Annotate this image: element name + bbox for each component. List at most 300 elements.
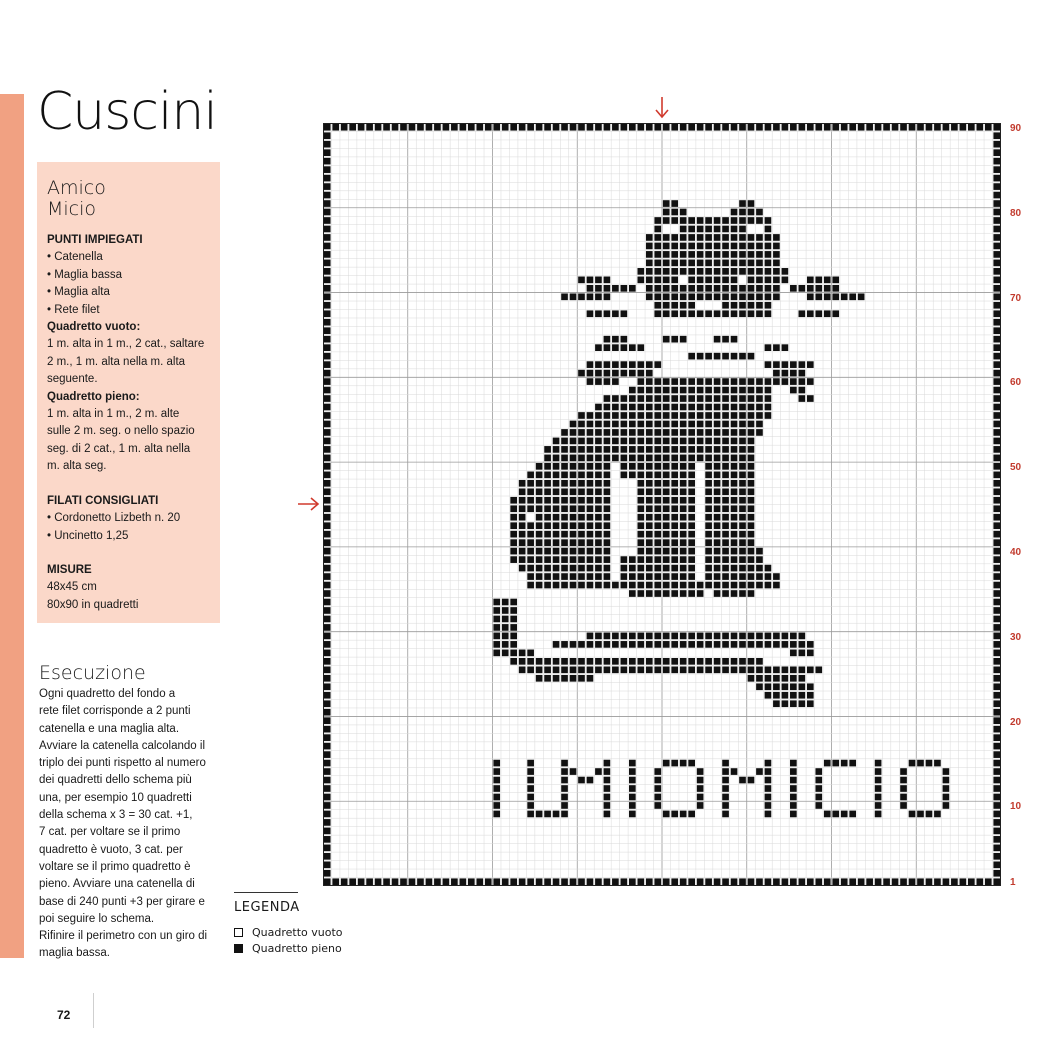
filled-square — [993, 387, 1000, 394]
filled-square — [621, 370, 628, 377]
filled-square — [993, 446, 1000, 453]
filled-square — [646, 582, 653, 589]
filled-square — [324, 226, 331, 233]
filled-square — [595, 361, 602, 368]
filled-square — [705, 234, 712, 241]
filled-square — [841, 760, 848, 767]
filled-square — [324, 861, 331, 868]
filled-square — [688, 590, 695, 597]
filled-square — [917, 760, 924, 767]
filled-square — [324, 683, 331, 690]
filled-square — [765, 802, 772, 809]
filled-square — [832, 310, 839, 317]
filled-square — [510, 616, 517, 623]
filled-square — [680, 666, 687, 673]
filled-square — [604, 336, 611, 343]
filled-square — [993, 819, 1000, 826]
filled-square — [680, 404, 687, 411]
filled-square — [722, 777, 729, 784]
filled-square — [544, 539, 551, 546]
filled-square — [604, 497, 611, 504]
filled-square — [824, 124, 831, 131]
filled-square — [493, 811, 500, 818]
filled-square — [595, 277, 602, 284]
filled-square — [654, 539, 661, 546]
filled-square — [604, 429, 611, 436]
filled-square — [612, 455, 619, 462]
filled-square — [722, 505, 729, 512]
filled-square — [680, 480, 687, 487]
filled-square — [680, 455, 687, 462]
filled-square — [570, 573, 577, 580]
filled-square — [993, 421, 1000, 428]
filled-square — [680, 260, 687, 267]
filled-square — [680, 514, 687, 521]
filled-square — [943, 124, 950, 131]
filled-square — [671, 438, 678, 445]
filled-square — [671, 302, 678, 309]
filled-square — [731, 412, 738, 419]
filled-square — [705, 124, 712, 131]
filled-square — [688, 633, 695, 640]
filled-square — [697, 285, 704, 292]
filled-square — [629, 811, 636, 818]
filled-square — [544, 531, 551, 538]
filled-square — [654, 590, 661, 597]
filled-square — [544, 811, 551, 818]
filled-square — [324, 785, 331, 792]
filled-square — [722, 463, 729, 470]
filled-square — [519, 666, 526, 673]
row-number-label: 70 — [1010, 293, 1022, 304]
filled-square — [714, 658, 721, 665]
filled-square — [739, 505, 746, 512]
filled-square — [637, 514, 644, 521]
filled-square — [748, 353, 755, 360]
filled-square — [688, 446, 695, 453]
filled-square — [705, 556, 712, 563]
filled-square — [493, 641, 500, 648]
filled-square — [324, 446, 331, 453]
size-heading: MISURE — [47, 563, 92, 576]
row-number-label: 30 — [1010, 632, 1022, 643]
filled-square — [587, 277, 594, 284]
filled-square — [561, 429, 568, 436]
filled-square — [790, 878, 797, 885]
filled-square — [688, 310, 695, 317]
filled-square — [570, 675, 577, 682]
filled-square — [993, 522, 1000, 529]
filled-square — [637, 497, 644, 504]
filled-square — [688, 522, 695, 529]
filled-square — [722, 471, 729, 478]
filled-square — [578, 293, 585, 300]
filled-square — [748, 260, 755, 267]
filled-square — [765, 785, 772, 792]
filled-square — [502, 641, 509, 648]
filled-square — [654, 404, 661, 411]
filled-square — [765, 226, 772, 233]
filled-square — [646, 590, 653, 597]
filled-square — [807, 650, 814, 657]
filled-square — [570, 438, 577, 445]
filled-square — [527, 760, 534, 767]
filled-square — [654, 234, 661, 241]
filled-square — [663, 582, 670, 589]
filled-square — [476, 878, 483, 885]
filled-square — [875, 794, 882, 801]
filled-square — [493, 802, 500, 809]
filled-square — [663, 268, 670, 275]
filled-square — [324, 734, 331, 741]
filled-square — [731, 548, 738, 555]
filled-square — [731, 387, 738, 394]
filled-square — [756, 234, 763, 241]
filled-square — [849, 878, 856, 885]
filled-square — [663, 421, 670, 428]
filled-square — [993, 327, 1000, 334]
filled-square — [739, 590, 746, 597]
filled-square — [714, 438, 721, 445]
filled-square — [731, 302, 738, 309]
filled-square — [324, 878, 331, 885]
filled-square — [748, 505, 755, 512]
filled-square — [578, 548, 585, 555]
filled-square — [680, 395, 687, 402]
filled-square — [561, 878, 568, 885]
filled-square — [621, 404, 628, 411]
filled-square — [544, 497, 551, 504]
filled-square — [324, 438, 331, 445]
filled-square — [731, 395, 738, 402]
filled-square — [748, 429, 755, 436]
filled-square — [739, 378, 746, 385]
filled-square — [739, 488, 746, 495]
filled-square — [705, 548, 712, 555]
filled-square — [731, 209, 738, 216]
filled-square — [917, 811, 924, 818]
filled-square — [646, 412, 653, 419]
filled-square — [553, 811, 560, 818]
filled-square — [587, 370, 594, 377]
filled-square — [680, 217, 687, 224]
filled-square — [705, 497, 712, 504]
filled-square — [663, 310, 670, 317]
filled-square — [985, 124, 992, 131]
filled-square — [578, 531, 585, 538]
filled-square — [595, 531, 602, 538]
filled-square — [671, 471, 678, 478]
filled-square — [629, 446, 636, 453]
filled-square — [773, 251, 780, 258]
filled-square — [748, 471, 755, 478]
filled-square — [654, 378, 661, 385]
filled-square — [739, 251, 746, 258]
filled-square — [756, 268, 763, 275]
filled-square — [595, 404, 602, 411]
filled-square — [324, 421, 331, 428]
filled-square — [629, 641, 636, 648]
filled-square — [621, 310, 628, 317]
filled-square — [324, 531, 331, 538]
filled-square — [993, 878, 1000, 885]
filled-square — [748, 488, 755, 495]
filled-square — [765, 378, 772, 385]
filled-square — [663, 548, 670, 555]
filled-square — [324, 209, 331, 216]
filled-square — [722, 226, 729, 233]
filled-square — [621, 438, 628, 445]
filled-square — [714, 539, 721, 546]
filled-square — [604, 505, 611, 512]
filled-square — [595, 505, 602, 512]
filled-square — [799, 633, 806, 640]
filled-square — [722, 811, 729, 818]
filled-square — [604, 777, 611, 784]
filled-square — [790, 692, 797, 699]
filled-square — [646, 387, 653, 394]
filled-square — [570, 565, 577, 572]
filled-square — [493, 777, 500, 784]
filled-square — [654, 582, 661, 589]
filled-square — [629, 344, 636, 351]
filled-square — [621, 412, 628, 419]
filled-square — [765, 404, 772, 411]
filled-square — [510, 599, 517, 606]
filled-square — [680, 234, 687, 241]
filled-square — [756, 412, 763, 419]
filled-square — [705, 666, 712, 673]
filled-square — [604, 344, 611, 351]
filled-square — [748, 514, 755, 521]
filled-square — [815, 310, 822, 317]
filled-square — [748, 209, 755, 216]
filled-square — [510, 556, 517, 563]
filled-square — [654, 455, 661, 462]
filled-square — [926, 760, 933, 767]
filled-square — [612, 124, 619, 131]
filled-square — [324, 217, 331, 224]
filled-square — [629, 361, 636, 368]
filled-square — [510, 497, 517, 504]
filled-square — [519, 556, 526, 563]
filled-square — [671, 268, 678, 275]
filled-square — [900, 777, 907, 784]
full-square-heading: Quadretto pieno: — [47, 390, 140, 403]
filled-square — [324, 717, 331, 724]
filled-square — [782, 675, 789, 682]
filled-square — [832, 760, 839, 767]
filled-square — [756, 404, 763, 411]
filled-square — [993, 192, 1000, 199]
filled-square — [815, 802, 822, 809]
filled-square — [960, 878, 967, 885]
filled-square — [731, 531, 738, 538]
filled-square — [731, 463, 738, 470]
filled-square — [536, 548, 543, 555]
arrow-down-icon — [653, 96, 671, 120]
filled-square — [748, 285, 755, 292]
filled-square — [519, 565, 526, 572]
filled-square — [697, 277, 704, 284]
filled-square — [993, 556, 1000, 563]
filled-square — [773, 285, 780, 292]
filled-square — [663, 234, 670, 241]
filled-square — [671, 497, 678, 504]
filled-square — [324, 794, 331, 801]
filled-square — [578, 582, 585, 589]
filled-square — [637, 658, 644, 665]
filled-square — [782, 370, 789, 377]
filled-square — [807, 878, 814, 885]
filled-square — [705, 293, 712, 300]
filled-square — [578, 488, 585, 495]
filled-square — [714, 522, 721, 529]
filled-square — [561, 794, 568, 801]
filled-square — [697, 251, 704, 258]
filled-square — [714, 446, 721, 453]
filled-square — [951, 124, 958, 131]
filled-square — [799, 378, 806, 385]
filled-square — [858, 124, 865, 131]
filled-square — [773, 277, 780, 284]
stitches-heading: PUNTI IMPIEGATI — [47, 234, 143, 246]
filled-square — [722, 285, 729, 292]
filled-square — [841, 124, 848, 131]
filled-square — [621, 565, 628, 572]
filled-square — [993, 768, 1000, 775]
filled-square — [654, 217, 661, 224]
filled-square — [714, 573, 721, 580]
filled-square — [604, 463, 611, 470]
filled-square — [705, 243, 712, 250]
row-number-label: 90 — [1010, 123, 1022, 134]
filled-square — [739, 539, 746, 546]
filled-square — [697, 124, 704, 131]
filled-square — [875, 811, 882, 818]
filled-square — [697, 768, 704, 775]
filled-square — [748, 387, 755, 394]
filled-square — [324, 455, 331, 462]
filled-square — [968, 124, 975, 131]
filled-square — [629, 878, 636, 885]
filled-square — [578, 463, 585, 470]
filled-square — [587, 455, 594, 462]
filled-square — [646, 658, 653, 665]
filled-square — [849, 124, 856, 131]
filled-square — [493, 760, 500, 767]
filled-square — [629, 794, 636, 801]
filled-square — [637, 878, 644, 885]
filled-square — [324, 641, 331, 648]
filled-square — [807, 285, 814, 292]
filled-square — [434, 878, 441, 885]
filled-square — [739, 302, 746, 309]
filled-square — [536, 539, 543, 546]
filled-square — [993, 463, 1000, 470]
filled-square — [790, 650, 797, 657]
filled-square — [646, 285, 653, 292]
filled-square — [544, 463, 551, 470]
filled-square — [705, 260, 712, 267]
filled-square — [604, 666, 611, 673]
filled-square — [536, 582, 543, 589]
filled-square — [680, 243, 687, 250]
filled-square — [578, 446, 585, 453]
filled-square — [993, 471, 1000, 478]
filled-square — [782, 700, 789, 707]
filled-square — [993, 488, 1000, 495]
filled-square — [536, 675, 543, 682]
filled-square — [748, 531, 755, 538]
filled-square — [536, 565, 543, 572]
filled-square — [739, 234, 746, 241]
filled-square — [714, 497, 721, 504]
filled-square — [671, 293, 678, 300]
filled-square — [799, 361, 806, 368]
filled-square — [612, 344, 619, 351]
filled-square — [671, 285, 678, 292]
filled-square — [993, 811, 1000, 818]
filled-square — [688, 760, 695, 767]
filled-square — [570, 878, 577, 885]
filled-square — [849, 811, 856, 818]
filled-square — [765, 302, 772, 309]
filled-square — [714, 293, 721, 300]
filled-square — [671, 395, 678, 402]
filled-square — [782, 124, 789, 131]
filled-square — [815, 277, 822, 284]
filled-square — [519, 531, 526, 538]
legend-full-item: Quadretto pieno — [234, 942, 342, 955]
filled-square — [544, 878, 551, 885]
filled-square — [714, 505, 721, 512]
filled-square — [654, 522, 661, 529]
filled-square — [739, 429, 746, 436]
filled-square — [358, 124, 365, 131]
filled-square — [654, 666, 661, 673]
filled-square — [731, 404, 738, 411]
filled-square — [748, 675, 755, 682]
filled-square — [654, 488, 661, 495]
filled-square — [799, 395, 806, 402]
filled-square — [748, 539, 755, 546]
filled-square — [993, 209, 1000, 216]
filled-square — [663, 488, 670, 495]
row-number-label: 40 — [1010, 547, 1022, 558]
filled-square — [722, 438, 729, 445]
filled-square — [663, 463, 670, 470]
filled-square — [637, 471, 644, 478]
filled-square — [765, 794, 772, 801]
filled-square — [739, 310, 746, 317]
filled-square — [578, 505, 585, 512]
filled-square — [807, 378, 814, 385]
filled-square — [765, 310, 772, 317]
filled-square — [714, 455, 721, 462]
filled-square — [324, 692, 331, 699]
filled-square — [324, 573, 331, 580]
filled-square — [324, 268, 331, 275]
filled-square — [502, 607, 509, 614]
filled-square — [756, 666, 763, 673]
filled-square — [663, 633, 670, 640]
filled-square — [993, 158, 1000, 165]
filled-square — [570, 463, 577, 470]
filled-square — [561, 539, 568, 546]
filled-square — [909, 760, 916, 767]
filled-square — [561, 641, 568, 648]
